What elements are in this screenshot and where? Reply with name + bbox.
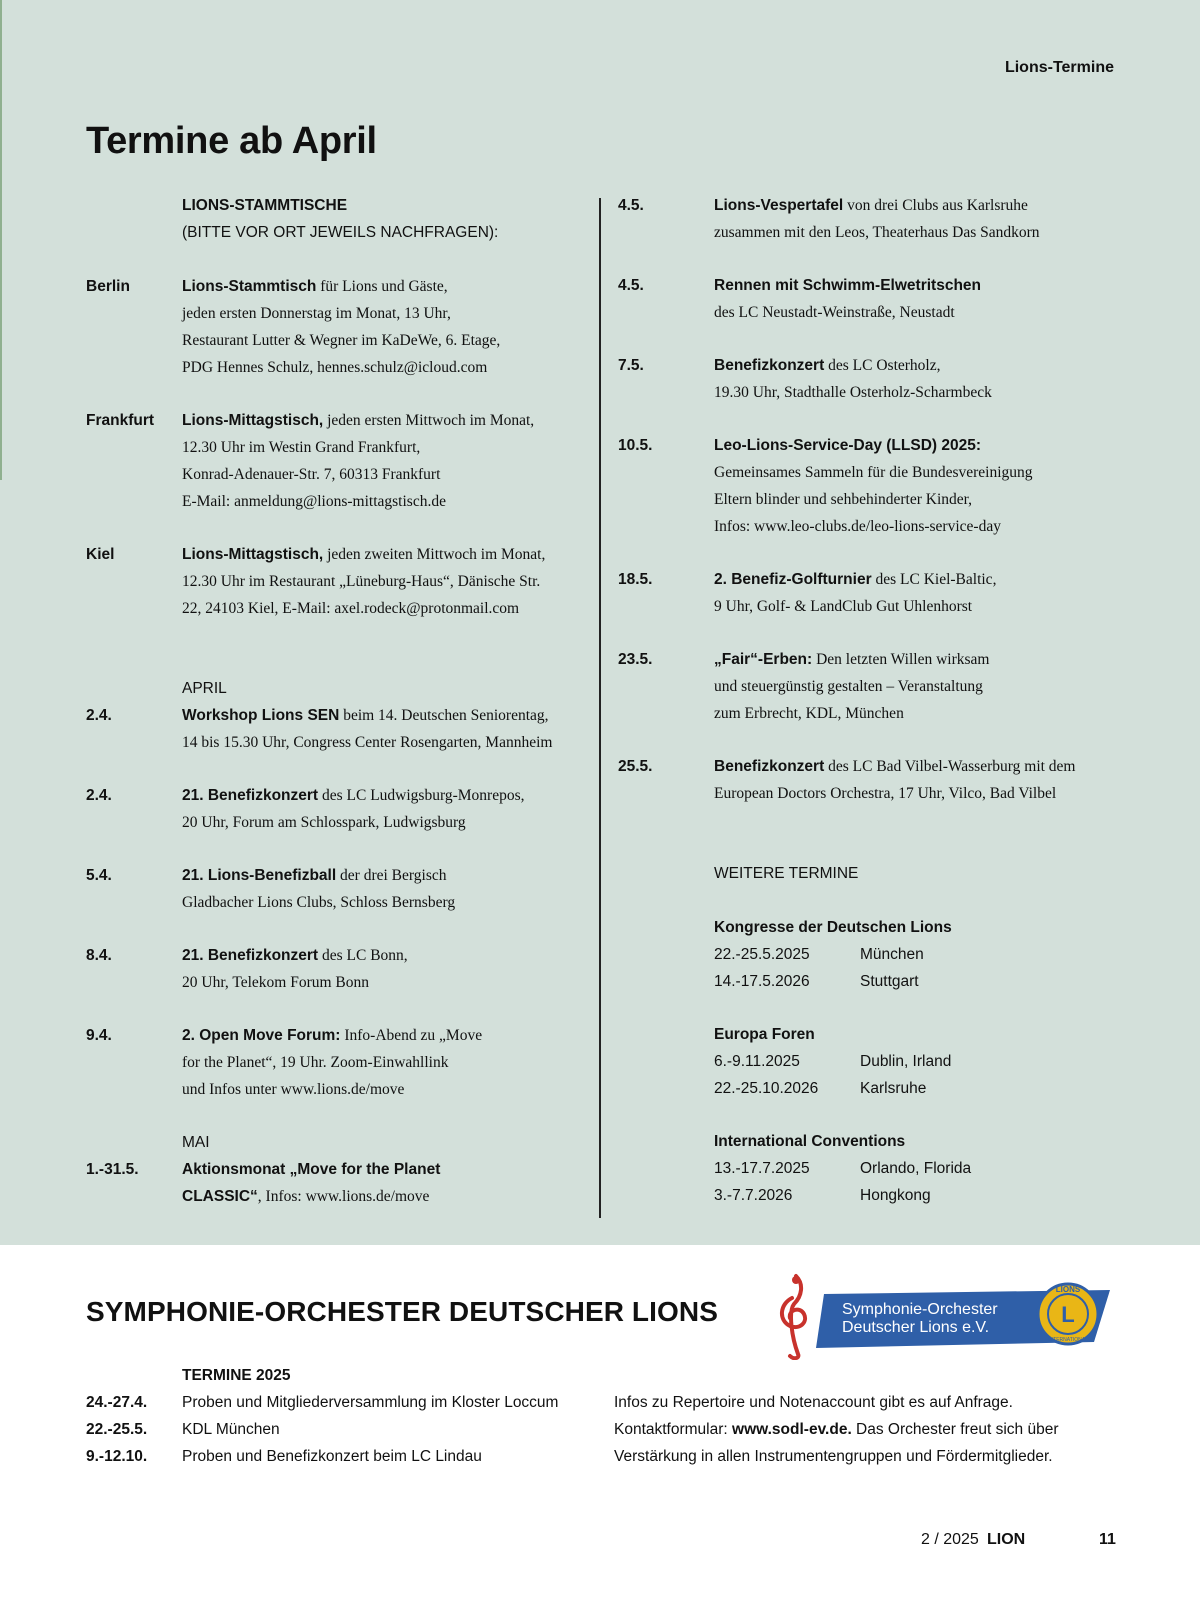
termine-heading: TERMINE 2025 xyxy=(182,1367,291,1384)
row-date: 22.-25.10.2026 xyxy=(714,1080,819,1097)
event-title: Lions-Mittagstisch, xyxy=(182,546,324,563)
list-item xyxy=(86,541,586,622)
event-text: 12.30 Uhr im Westin Grand Frankfurt, xyxy=(182,439,421,456)
row-place: Hongkong xyxy=(860,1187,931,1204)
issue-number: 2 / 2025 xyxy=(921,1531,979,1548)
event-text: der drei Bergisch xyxy=(336,867,447,884)
group-international xyxy=(618,1128,1138,1209)
info-line xyxy=(614,1416,1114,1443)
list-item xyxy=(618,646,1138,727)
termine-heading-block xyxy=(86,1362,606,1389)
event-text: PDG Hennes Schulz, hennes.schulz@icloud.com xyxy=(182,359,488,376)
list-item xyxy=(618,352,1138,406)
list-item xyxy=(86,1389,606,1416)
event-text: 19.30 Uhr, Stadthalle Osterholz-Scharmbeck xyxy=(714,384,992,401)
event-title-cont: CLASSIC“ xyxy=(182,1188,258,1205)
event-text: jeden ersten Donnerstag im Monat, 13 Uhr, xyxy=(182,305,451,322)
event-title: Lions-Vespertafel xyxy=(714,197,844,214)
event-text: 20 Uhr, Forum am Schlosspark, Ludwigsburg xyxy=(182,814,466,831)
event-date: 9.4. xyxy=(86,1027,112,1044)
event-text: des LC Kiel-Baltic, xyxy=(871,571,997,588)
info-line: Verstärkung in allen Instrumentengruppen und Fördermitglieder. xyxy=(614,1448,1053,1465)
list-item xyxy=(86,1156,586,1210)
logo-line2: Deutscher Lions e.V. xyxy=(842,1319,990,1336)
group-kongresse xyxy=(618,914,1138,995)
event-text: des LC Ludwigsburg-Monrepos, xyxy=(318,787,525,804)
group-title: Europa Foren xyxy=(714,1026,815,1043)
event-text: for the Planet“, 19 Uhr. Zoom-Einwahllink xyxy=(182,1054,449,1071)
event-date: 9.-12.10. xyxy=(86,1448,148,1465)
mai-heading-block xyxy=(86,1129,586,1156)
group-europa xyxy=(618,1021,1138,1102)
event-date: 2.4. xyxy=(86,707,112,724)
orchestra-title: SYMPHONIE-ORCHESTER DEUTSCHER LIONS xyxy=(86,1296,718,1327)
city-label: Kiel xyxy=(86,546,115,563)
page-title: Termine ab April xyxy=(86,120,377,162)
event-title: 21. Lions-Benefizball xyxy=(182,867,337,884)
event-text: des LC Bad Vilbel-Wasserburg mit dem xyxy=(824,758,1076,775)
event-text: und steuergünstig gestalten – Veranstaltung xyxy=(714,678,983,695)
emblem-bottom-text: INTERNATIONAL xyxy=(1048,1337,1088,1343)
info-text: Das Orchester freut sich über xyxy=(851,1421,1059,1438)
orchestra-logo xyxy=(776,1268,1116,1360)
weitere-heading-block xyxy=(618,860,1138,887)
event-text: des LC Osterholz, xyxy=(824,357,941,374)
event-date: 2.4. xyxy=(86,787,112,804)
event-title: Rennen mit Schwimm-Elwetritschen xyxy=(714,277,981,294)
list-item xyxy=(86,1022,586,1103)
row-date: 22.-25.5.2025 xyxy=(714,946,810,963)
list-item xyxy=(86,1416,606,1443)
event-text: , Infos: www.lions.de/move xyxy=(257,1188,430,1205)
event-text: zum Erbrecht, KDL, München xyxy=(714,705,904,722)
row-place: Orlando, Florida xyxy=(860,1160,972,1177)
event-date: 1.-31.5. xyxy=(86,1161,139,1178)
list-item xyxy=(86,1443,606,1470)
column-divider xyxy=(599,198,601,1218)
event-text: KDL München xyxy=(182,1421,280,1438)
row-date: 13.-17.7.2025 xyxy=(714,1160,810,1177)
event-title: Benefizkonzert xyxy=(714,758,825,775)
event-text: des LC Bonn, xyxy=(318,947,408,964)
list-item xyxy=(86,862,586,916)
row-date: 3.-7.7.2026 xyxy=(714,1187,793,1204)
group-title: Kongresse der Deutschen Lions xyxy=(714,919,952,936)
event-date: 24.-27.4. xyxy=(86,1394,148,1411)
list-item xyxy=(86,782,586,836)
info-text: Kontaktformular: xyxy=(614,1421,733,1438)
row-place: München xyxy=(860,946,924,963)
list-item xyxy=(86,273,586,381)
event-title: „Fair“-Erben: xyxy=(714,651,813,668)
event-text: Gladbacher Lions Clubs, Schloss Bernsberg xyxy=(182,894,456,911)
info-line: Infos zu Repertoire und Notenaccount gibt es auf Anfrage. xyxy=(614,1394,1013,1411)
event-text: für Lions und Gäste, xyxy=(316,278,448,295)
mai-heading: MAI xyxy=(182,1134,210,1151)
event-title: Lions-Stammtisch xyxy=(182,278,317,295)
list-item xyxy=(86,702,586,756)
event-title: Aktionsmonat „Move for the Planet xyxy=(182,1161,441,1178)
event-text: Eltern blinder und sehbehinderter Kinder, xyxy=(714,491,973,508)
row-place: Stuttgart xyxy=(860,973,919,990)
page-edge-line xyxy=(0,0,2,480)
city-label: Frankfurt xyxy=(86,412,155,429)
event-text: jeden ersten Mittwoch im Monat, xyxy=(323,412,535,429)
event-title: 21. Benefizkonzert xyxy=(182,947,319,964)
event-text: jeden zweiten Mittwoch im Monat, xyxy=(323,546,546,563)
event-date: 25.5. xyxy=(618,758,653,775)
table-row xyxy=(714,968,1138,995)
event-text: des LC Neustadt-Weinstraße, Neustadt xyxy=(714,304,955,321)
event-date: 8.4. xyxy=(86,947,112,964)
event-text: Proben und Mitgliederversammlung im Kloster Loccum xyxy=(182,1394,559,1411)
april-heading-block xyxy=(86,675,586,702)
section-label: Lions-Termine xyxy=(1004,59,1114,76)
right-column xyxy=(618,192,1138,1209)
event-date: 10.5. xyxy=(618,437,653,454)
emblem-letter: L xyxy=(1061,1302,1075,1327)
weitere-heading: WEITERE TERMINE xyxy=(714,865,859,882)
event-date: 4.5. xyxy=(618,277,644,294)
event-date: 23.5. xyxy=(618,651,653,668)
event-text: European Doctors Orchestra, 17 Uhr, Vilco, Bad Vilbel xyxy=(714,785,1057,802)
row-date: 6.-9.11.2025 xyxy=(714,1053,800,1070)
event-date: 5.4. xyxy=(86,867,112,884)
event-title: Workshop Lions SEN xyxy=(182,707,340,724)
event-text: Konrad-Adenauer-Str. 7, 60313 Frankfurt xyxy=(182,466,441,483)
event-title: 2. Open Move Forum: xyxy=(182,1027,341,1044)
emblem-top-text: LIONS xyxy=(1055,1285,1081,1294)
table-row xyxy=(714,1075,1138,1102)
event-text: 14 bis 15.30 Uhr, Congress Center Rosengarten, Mannheim xyxy=(182,734,553,751)
april-heading: APRIL xyxy=(182,680,227,697)
event-text: 9 Uhr, Golf- & LandClub Gut Uhlenhorst xyxy=(714,598,973,615)
orchestra-dates xyxy=(86,1362,606,1470)
clef-dot-icon xyxy=(792,1276,800,1284)
row-date: 14.-17.5.2026 xyxy=(714,973,810,990)
event-text: Infos: www.leo-clubs.de/leo-lions-service-day xyxy=(714,518,1001,535)
event-text: Info-Abend zu „Move xyxy=(340,1027,483,1044)
list-item xyxy=(618,432,1138,540)
list-item xyxy=(618,192,1138,246)
event-text: zusammen mit den Leos, Theaterhaus Das Sandkorn xyxy=(714,224,1040,241)
event-title: 21. Benefizkonzert xyxy=(182,787,319,804)
event-text: Restaurant Lutter & Wegner im KaDeWe, 6. Etage, xyxy=(182,332,501,349)
event-text: und Infos unter www.lions.de/move xyxy=(182,1081,405,1098)
stammtische-subheading: (BITTE VOR ORT JEWEILS NACHFRAGEN): xyxy=(182,224,499,241)
list-item xyxy=(86,942,586,996)
page-number: 11 xyxy=(1099,1531,1116,1548)
event-title: 2. Benefiz-Golfturnier xyxy=(714,571,872,588)
event-text: beim 14. Deutschen Seniorentag, xyxy=(339,707,549,724)
event-text: 20 Uhr, Telekom Forum Bonn xyxy=(182,974,370,991)
group-title: International Conventions xyxy=(714,1133,906,1150)
event-text: Proben und Benefizkonzert beim LC Lindau xyxy=(182,1448,482,1465)
logo-line1: Symphonie-Orchester xyxy=(842,1301,998,1318)
stammtische-heading-block xyxy=(86,192,586,246)
list-item xyxy=(86,407,586,515)
event-text: Gemeinsames Sammeln für die Bundesvereinigung xyxy=(714,464,1033,481)
table-row xyxy=(714,941,1138,968)
row-place: Dublin, Irland xyxy=(860,1053,952,1070)
event-title: Lions-Mittagstisch, xyxy=(182,412,324,429)
event-text: Den letzten Willen wirksam xyxy=(812,651,990,668)
event-text: E-Mail: anmeldung@lions-mittagstisch.de xyxy=(182,493,446,510)
event-date: 4.5. xyxy=(618,197,644,214)
event-title: Leo-Lions-Service-Day (LLSD) 2025: xyxy=(714,437,982,454)
treble-clef-icon xyxy=(782,1276,805,1358)
list-item xyxy=(618,566,1138,620)
table-row xyxy=(714,1155,1138,1182)
event-date: 18.5. xyxy=(618,571,653,588)
magazine-name: LION xyxy=(987,1531,1026,1548)
table-row xyxy=(714,1182,1138,1209)
event-date: 7.5. xyxy=(618,357,644,374)
row-place: Karlsruhe xyxy=(860,1080,927,1097)
list-item xyxy=(618,753,1138,807)
event-title: Benefizkonzert xyxy=(714,357,825,374)
orchestra-info xyxy=(614,1389,1114,1470)
list-item xyxy=(618,272,1138,326)
left-column xyxy=(86,192,586,1210)
event-date: 22.-25.5. xyxy=(86,1421,148,1438)
event-text: von drei Clubs aus Karlsruhe xyxy=(843,197,1028,214)
event-text: 22, 24103 Kiel, E-Mail: axel.rodeck@protonmail.com xyxy=(182,600,520,617)
event-text: 12.30 Uhr im Restaurant „Lüneburg-Haus“, Dänische Str. xyxy=(182,573,541,590)
city-label: Berlin xyxy=(86,278,130,295)
table-row xyxy=(714,1048,1138,1075)
website-link[interactable]: www.sodl-ev.de. xyxy=(732,1421,852,1438)
stammtische-heading: LIONS-STAMMTISCHE xyxy=(182,197,348,214)
